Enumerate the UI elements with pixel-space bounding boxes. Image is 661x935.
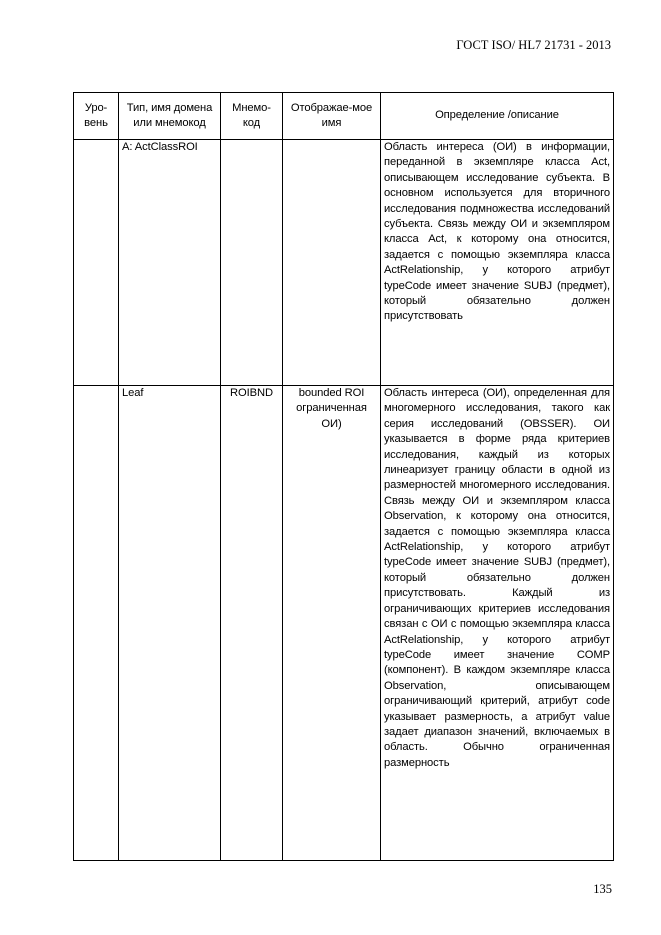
cell-level — [74, 140, 119, 386]
page-header: ГОСТ ISO/ HL7 21731 - 2013 — [456, 38, 611, 52]
cell-definition: Область интереса (ОИ) в информации, переданной в экземпляре класса Act, описывающем исследование субъекта. В основном используется для вторичного исследования подмножества исследований субъекта. Связь между ОИ и экземпляром класса Act, к которому она относится, задается с помощью экземпляра класса ActRelationship, у которого атрибут typeCode имеет значение SUBJ (предмет), который обязательно должен присутствовать — [381, 140, 614, 386]
cell-definition: Область интереса (ОИ), определенная для многомерного исследования, такого как серия исследований (OBSSER). ОИ указывается в форме ряда критериев исследования, каждый из которых линеаризует границу области в одной из размерностей многомерного исследования. Связь между ОИ и экземпляром класса Observation, к которому она относится, задается с помощью экземпляра класса ActRelationship, у которого атрибут typeCode имеет значение SUBJ (предмет), который обязательно должен присутствовать. Каждый из ограничивающих критериев исследования связан с ОИ с помощью экземпляра класса ActRelationship, у которого атрибут typeCode имеет значение COMP (компонент). В каждом экземпляре класса Observation, описывающем ограничивающий критерий, атрибут code указывает размерность, а атрибут value задает диапазон значений, включаемых в область. Обычно ограниченная размерность — [381, 386, 614, 861]
page-number: 135 — [593, 882, 612, 896]
definition-table — [73, 92, 614, 861]
cell-level — [74, 386, 119, 861]
cell-mnemonic: ROIBND — [221, 386, 283, 861]
table-row — [74, 386, 614, 861]
table-row — [74, 140, 614, 386]
table-header-row — [74, 93, 614, 140]
column-header-mnemonic: Мнемо-код — [221, 93, 283, 140]
cell-mnemonic — [221, 140, 283, 386]
cell-display-name — [283, 140, 381, 386]
cell-type-name: A: ActClassROI — [119, 140, 221, 386]
column-header-display-name: Отображае-мое имя — [283, 93, 381, 140]
cell-display-name: bounded ROI ограниченная ОИ) — [283, 386, 381, 861]
cell-type-name: Leaf — [119, 386, 221, 861]
column-header-type-name: Тип, имя домена или мнемокод — [119, 93, 221, 140]
column-header-level: Уро-вень — [74, 93, 119, 140]
column-header-definition: Определение /описание — [381, 93, 614, 140]
